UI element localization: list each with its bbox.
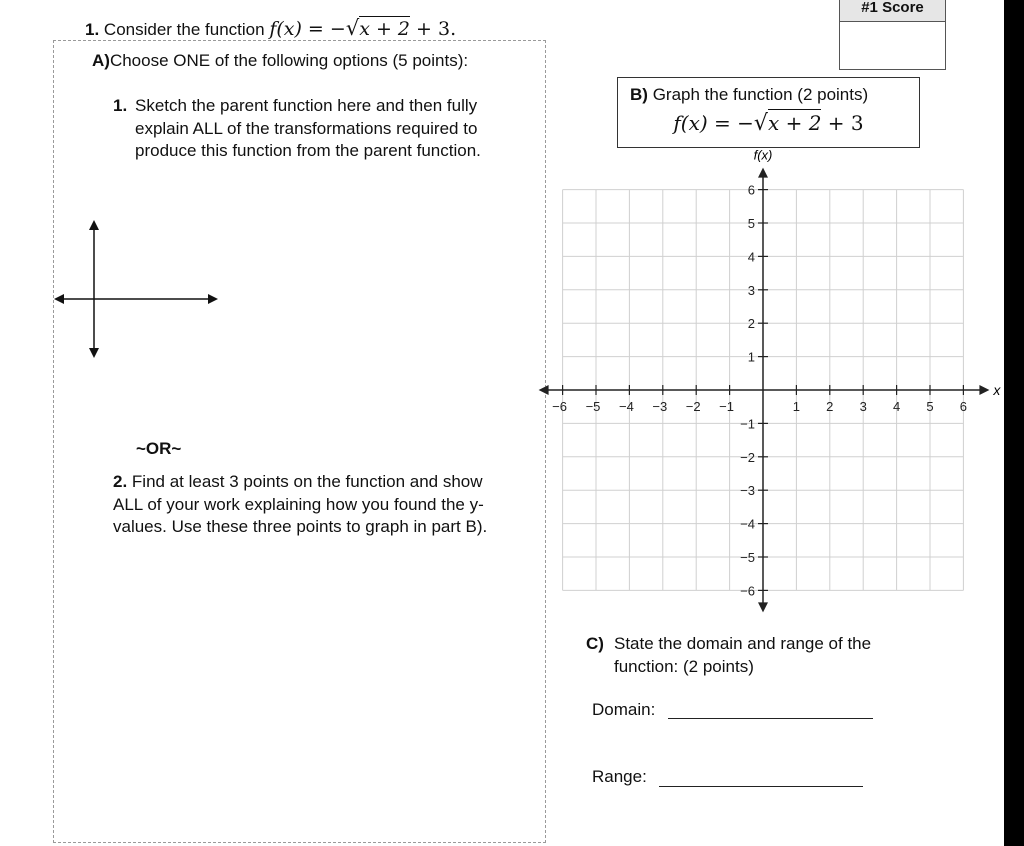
or-separator: ~OR~ [136,439,182,458]
part-b-function-prefix: f(x) = − [673,111,754,135]
y-tick-label: 3 [747,282,755,298]
sketch-x-arrow-right [208,294,218,304]
coordinate-grid[interactable] [530,145,1004,620]
y-tick-label: −1 [740,416,755,432]
domain-label: Domain: [592,700,656,719]
part-b-function-radicand: x + 2 [767,111,822,135]
option-2-text: Find at least 3 points on the function and show ALL of your work explaining how you found the y-values. Use these three points to graph in part B). [113,472,488,536]
part-b-label: B) [630,85,648,104]
question-number: 1. [85,20,100,39]
y-tick-label: 5 [747,216,755,231]
y-tick-label: −5 [740,550,755,565]
option-2-number: 2. [113,472,128,491]
y-tick-label: 4 [747,249,755,265]
range-label: Range: [592,767,647,786]
y-tick-label: −6 [740,583,755,599]
x-tick-label: −2 [685,399,701,414]
x-tick-label: −5 [585,399,601,414]
question-prompt: Consider the function [103,20,265,39]
part-c-label: C) [586,634,604,653]
x-axis-arrow-left [539,385,549,395]
x-tick-label: −3 [652,399,668,414]
y-tick-label: 6 [747,182,755,198]
right-edge-band [1004,0,1024,846]
part-b-text: Graph the function (2 points) [652,85,869,104]
part-b-box [617,77,920,148]
option-1-text: Sketch the parent function here and then fully explain ALL of the transformations required to produce this function from the parent function. [135,96,481,160]
part-c-text: State the domain and range of the function: (2 points) [614,634,872,676]
question-function-radicand: x + 2 [359,18,411,40]
part-c [586,633,946,676]
range-answer-line[interactable] [659,786,863,787]
parent-sketch-axes[interactable] [50,215,225,365]
part-b-function: f(x) = −√x + 2 + 3 [673,111,864,136]
score-label: #1 Score [840,0,945,22]
sketch-y-arrow-down [89,348,99,358]
option-1 [113,95,533,160]
y-axis-arrow-down [758,602,768,612]
part-a-text: Choose ONE of the following options (5 points): [109,51,469,70]
x-axis-label: x [993,382,1001,398]
y-axis-label: f(x) [753,147,773,163]
score-entry-field[interactable] [840,22,945,70]
x-tick-label: 5 [926,399,934,414]
x-tick-label: 1 [792,399,801,414]
sketch-y-arrow-up [89,220,99,230]
question-function: f(x) = −√x + 2 + 3. [269,16,457,40]
x-tick-label: 2 [826,399,834,414]
x-axis-arrow-right [979,385,989,395]
x-tick-label: −1 [719,399,735,414]
part-a-heading [92,51,468,71]
question-function-prefix: f(x) = − [269,18,346,40]
y-tick-label: −3 [740,483,755,499]
y-tick-label: 2 [747,316,755,332]
x-tick-label: −6 [552,399,568,414]
x-tick-label: 3 [859,399,867,414]
part-b-function-suffix: + 3 [821,111,864,135]
part-b-heading [630,85,868,105]
score-box [839,0,946,70]
y-axis-arrow-up [758,168,768,178]
part-a-label: A) [92,51,110,70]
y-tick-label: −2 [740,449,755,465]
sketch-x-arrow-left [54,294,64,304]
y-tick-label: −4 [740,516,755,532]
y-tick-label: 1 [747,349,755,365]
domain-answer-line[interactable] [668,718,873,719]
question-title [85,16,456,40]
x-tick-label: 4 [892,399,901,414]
option-2 [113,471,513,539]
question-function-suffix: + 3. [410,18,457,40]
x-tick-label: −4 [618,399,634,414]
x-tick-label: 6 [959,399,968,414]
option-1-number: 1. [113,96,128,115]
